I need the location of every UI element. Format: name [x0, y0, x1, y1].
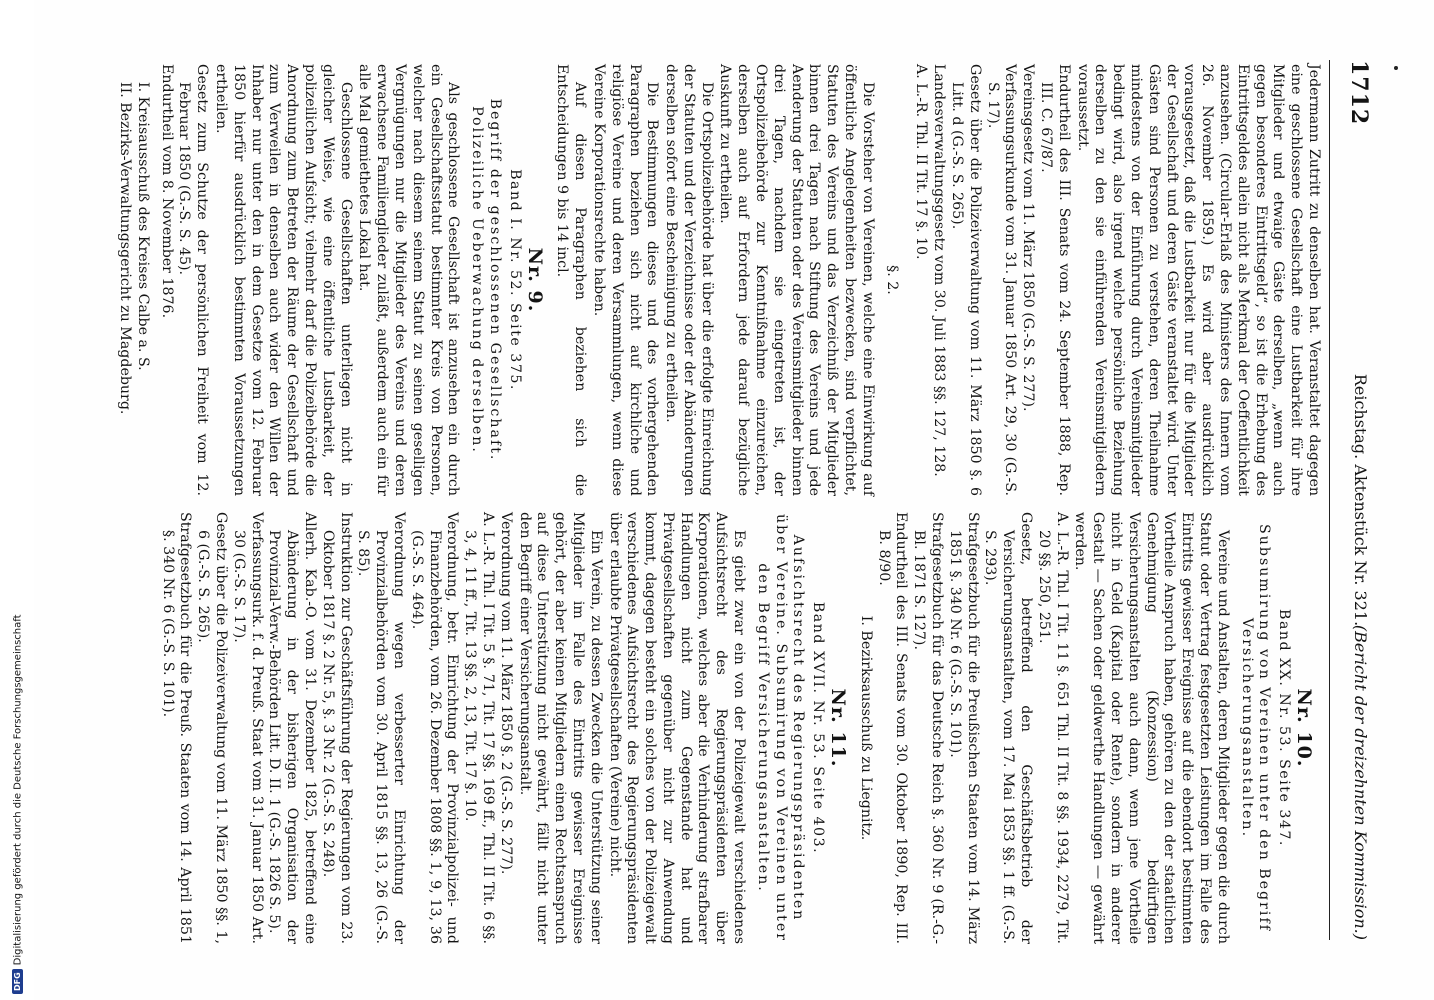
reference-item: Verfassungsurk. f. d. Preuß. Staat vom 31. Januar 1850 Art. 30 (G.-S. S. 17).	[230, 512, 265, 944]
decision-title: Begriff der geschlossenen Gesellschaft. Polizeiliche Ueberwachung derselben.	[469, 98, 503, 462]
instances-list	[115, 64, 151, 496]
decision-title: Aufsichtsrecht des Regierungspräsidenten über Vereine. Subsumirung von Vereinen unter den Begriff Versicherungsanstalten.	[754, 513, 807, 943]
right-column	[152, 512, 1322, 944]
decision-number: Nr. 11.	[827, 688, 850, 768]
reference-item: Verordnung vom 11. März 1850 §. 2 (G.-S. S. 277).	[497, 512, 514, 875]
reference-item: Gesetz über die Polizeiverwaltung vom 11. März 1850 §. 6 Litt. d (G.-S. S. 265).	[949, 64, 983, 496]
reference-item: A. L.-R. Thl. I Tit. 5 §. 71, Tit. 17 §§. 169 ff., Thl. II Tit. 6 §§. 3, 4, 11 ff., Tit. 13 §§. 2, 13, Tit. 17 §. 10.	[462, 512, 496, 944]
decision-references	[856, 512, 1070, 944]
decision-paragraph: Als geschlossene Gesellschaft ist anzusehen ein durch ein Gesellschaftsstatut bestimmter Kreis von Personen, welcher nach diesem seinem Statut zu seinen geselligen Vergnügungen nur die Mitglieder des Vereins und deren erwachsene Familienglieder zuläßt, außerdem auch ein für alle Mal gemiethetes Lokal hat.	[356, 64, 462, 496]
reference-item: Gesetz zum Schutze der persönlichen Freiheit vom 12. Februar 1850 (G.-S. S. 45).	[176, 64, 211, 496]
decision-citation: Band I. Nr. 52. Seite 375.	[506, 169, 523, 391]
page-number: 1712	[1346, 60, 1372, 126]
reference-item: A. L.-R. Thl. I Tit. 11 §. 651 Thl. II Tit. 8 §§. 1934, 2279, Tit. 20 §§. 250, 251.	[1035, 512, 1070, 944]
decision-citation: Band XX. Nr. 53. Seite 347.	[1276, 609, 1293, 847]
pencil-mark	[1394, 66, 1398, 70]
reference-item: Allerh. Kab.-O. vom 31. Dezember 1825, betreffend eine Abänderung in der bisherigen Organisation der Provinzial-Verw.-Behörden Litt. D. II. 1 (G.-S. 1826 S. 5).	[266, 512, 318, 944]
reference-item: Endurtheil vom 8. November 1876.	[158, 64, 175, 319]
reference-item: Strafgesetzbuch für die Preuß. Staaten vom 14. April 1851 §. 340 Nr. 6 (G.-S. S. 101).	[159, 512, 194, 944]
page-header	[1332, 60, 1372, 940]
left-column	[115, 64, 1322, 496]
reference-item: Strafgesetzbuch für die Preußischen Staaten vom 14. März 1851 §. 340 Nr. 6 (G.-S. S. 101).	[946, 512, 981, 944]
decision-paragraph: Vereine und Anstalten, deren Mitglieder gegen die durch Statut oder Vertrag festgesetzten Leistungen im Falle des Eintritts gewisser Ereignisse auf die ebendort bestimmten Vortheile Anspruch haben, gehören zu den der staatlichen Genehmigung (Konzession) bedürftigen Versicherungsanstalten auch dann, wenn jene Vortheile nicht in Geld (Kapital oder Rente), sondern in anderer Gestalt — Sachen oder geldwerthe Handlungen — gewährt werden.	[1072, 512, 1231, 944]
digitization-credit	[12, 14, 24, 994]
reference-item: Gesetz, betreffend den Geschäftsbetrieb der Versicherungsanstalten, vom 17. Mai 1853 §§. 1 ff. (G.-S. S. 293).	[982, 512, 1035, 944]
instance-item: I. Kreisausschuß des Kreises Calbe a. S.	[134, 82, 151, 371]
section-paragraph: Die Vorsteher von Vereinen, welche eine Einwirkung auf öffentliche Angelegenheiten bezwecken, sind verpflichtet, Statuten des Vereins und das Verzeichniß der Mitglieder binnen drei Tagen nach Stiftung des Vereins und jede Aenderung der Statuten oder des Vereinsmitglieder binnen drei Tagen, nachdem sie eingetreten ist, der Ortspolizeibehörde zur Kenntnißnahme einzureichen, derselben auch auf Erfordern jede darauf bezügliche Auskunft zu ertheilen.	[717, 64, 876, 496]
intro-paragraph: Jedermann Zutritt zu denselben hat. Veranstaltet dagegen eine geschlossene Gesellschaft eine Lustbarkeit für ihre Mitglieder und etwaige Gäste derselben, „wenn auch gegen besonderes Eintrittsgeld“, so ist die Erhebung des Eintrittsgeldes allein nicht als Merkmal der Oeffentlichkeit anzusehen. (Circular-Erlaß des Ministers des Innern vom 26. November 1859.) Es wird aber ausdrücklich vorausgesetzt, daß die Lustbarkeit nur für die Mitglieder der Gesellschaft und deren Gäste veranstaltet wird. Unter Gästen sind Personen zu verstehen, deren Theilnahme mindestens von der Einführung durch Vereinsmitglieder bedingt wird, also irgend welche persönliche Beziehung derselben zu den sie einführenden Vereinsmitgliedern voraussetzt.	[1074, 64, 1322, 496]
instance-item: II. Bezirks-Verwaltungsgericht zu Magdeburg.	[117, 82, 133, 415]
decision-citation: Band XVII. Nr. 53. Seite 403.	[810, 601, 827, 855]
reference-item: Verordnung wegen verbesserter Einrichtung der Provinzialbehörden vom 30. April 1815 §§. 13, 26 (G.-S. S. 85).	[355, 512, 407, 944]
running-title: Reichstag. Aktenstück Nr. 321.	[1351, 373, 1370, 627]
report-title: (Bericht der dreizehnten Kommission.)	[1351, 624, 1370, 940]
decision-references	[158, 512, 514, 944]
digitization-note: Digitalisierung gefördert durch die Deutsche Forschungsgemeinschaft	[12, 614, 24, 966]
reference-item: A. L.-R. Thl. II Tit. 17 §. 10.	[913, 64, 930, 260]
section-paragraph: Auf diesen Paragraphen beziehen sich die Entscheidungen 9 bis 14 incl.	[554, 64, 589, 496]
instance-item: I. Bezirksausschuß zu Liegnitz.	[857, 615, 874, 841]
decision-paragraph: Es giebt zwar ein von der Polizeigewalt verschiedenes Aufsichtsrecht des Regierungspräsidenten über Korporationen, welches aber die Verhinderung strafbarer Handlungen nicht zum Gegenstande hat und Privatgesellschaften gegenüber nicht zur Anwendung kommt, dagegen besteht ein solches von der Polizeigewalt verschiedenes Aufsichtsrecht des Regierungspräsidenten über erlaubte Privatgesellschaften (Vereine) nicht.	[606, 512, 748, 944]
decision-title: Subsumirung von Vereinen unter den Begriff Versicherungsanstalten.	[1238, 524, 1273, 932]
decision-paragraph: Geschlossene Gesellschaften unterliegen nicht in gleicher Weise, wie eine öffentliche Lustbarkeit, der polizeilichen Aufsicht; vielmehr darf die Polizeibehörde die Anordnung zum Betreten der Räume der Gesellschaft und zum Verweilen in denselben auch wider den Willen der Inhaber nur unter den in dem Gesetze vom 12. Februar 1850 hierfür ausdrücklich bestimmten Voraussetzungen ertheilen.	[212, 64, 354, 496]
section-heading: §. 2.	[883, 265, 900, 295]
reference-item: Verordnung, betr. Einrichtung der Provinzialpolizei- und Finanzbehörden, vom 26. Dezember 1808 §§. 1, 9, 13, 36 (G.-S. S. 464).	[408, 512, 461, 944]
reference-item: Gesetz über die Polizeiverwaltung vom 11. März 1850 §§. 1, 6 (G.-S. S. 265).	[195, 512, 229, 944]
reference-item: Endurtheil des III. Senats vom 24. September 1888, Rep. III. C. 67/87.	[1038, 64, 1072, 496]
reference-item: Landesverwaltungsgesetz vom 30. Juli 1883 §§. 127, 128.	[931, 64, 948, 477]
digitization-sidebar	[0, 0, 34, 1000]
section-paragraph: Die Bestimmungen dieses und des vorhergehenden Paragraphen beziehen sich nicht auf kirchliche und religiöse Vereine und deren Versammlungen, wenn diese Vereine Korporationsrechte haben.	[590, 64, 661, 496]
decision-references	[157, 64, 210, 496]
header-rule	[1329, 60, 1330, 940]
references-1	[912, 64, 1072, 496]
decision-paragraph: Ein Verein, zu dessen Zwecken die Unterstützung seiner Mitglieder im Falle des Eintritts gewisser Ereignisse gehört, der aber keinen Mitgliedern einen Rechtsanspruch auf diese Unterstützung nicht gewährt, fällt nicht unter den Begriff einer Versicherungsanstalt.	[516, 512, 604, 944]
dfg-logo-icon: DFG	[12, 969, 23, 994]
decision-number: Nr. 10.	[1293, 688, 1315, 768]
reference-item: Endurtheil des III. Senats vom 30. Oktober 1890, Rep. III. B. 8/90.	[875, 512, 910, 944]
reference-item: Verfassungsurkunde vom 31. Januar 1850 Art. 29, 30 (G.-S. S. 17).	[984, 64, 1019, 496]
decision-number: Nr. 9.	[523, 247, 546, 313]
reference-item: Strafgesetzbuch für das Deutsche Reich §. 360 Nr. 9 (R.-G.-Bl. 1871 S. 127).	[911, 512, 946, 944]
reference-item: Vereinsgesetz vom 11. März 1850 (G.-S. S. 277).	[1020, 64, 1037, 412]
section-paragraph: Die Ortspolizeibehörde hat über die erfolgte Einreichung der Statuten und der Verzeichnisse oder der Abänderungen derselben sofort eine Bescheinigung zu ertheilen.	[663, 64, 715, 496]
reference-item: Instruktion zur Geschäftsführung der Regierungen vom 23. Oktober 1817 §. 2 Nr. 5, §. 3 Nr. 2 (G.-S. S. 248).	[319, 512, 354, 944]
